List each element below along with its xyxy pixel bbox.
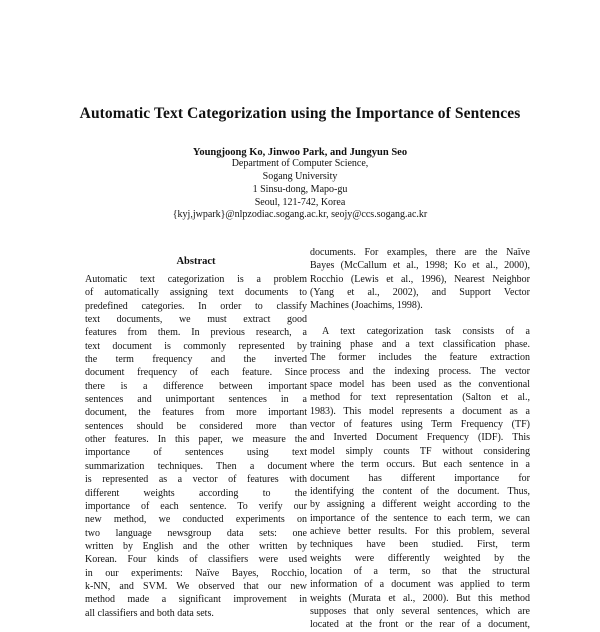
abstract-line: features from them. In previous research, a [85,327,307,339]
abstract-line: all classifiers and both data sets. [85,607,214,619]
intro-line: process and the indexing process. The vector [310,365,530,377]
abstract-line: other features. In this paper, we measure the [85,434,307,446]
abstract-line: sentences and unimportant sentences in a [85,394,307,406]
abstract-line: method made a significant improvement in [85,594,307,606]
intro-line: by assigning a different weight according to the [310,499,530,511]
abstract-line: is represented as a vector of features with [85,474,307,486]
intro-line: information of a document was applied to term [310,579,530,591]
abstract-line: summarization techniques. Then a document [85,460,307,472]
intro-line: documents. For examples, there are the Naïve [310,247,530,258]
intro-line: The former includes the feature extraction [310,352,530,364]
intro-line: where the term occurs. But each sentence in a [310,459,530,471]
abstract-line: of automatically assigning text documents to [85,287,307,299]
paragraph-gap [310,313,530,325]
intro-line: location of a term, so that the structural [310,565,530,577]
abstract-line: different weights according to the [85,487,307,499]
intro-line: located at the front or the rear of a document, [310,619,530,631]
intro-line: 1983). This model represents a document as a [310,405,530,417]
abstract-line: sentences should be considered more than [85,420,307,432]
abstract-line: text documents, we must extract good [85,314,307,326]
abstract-line: importance of each sentence. To verify our [85,500,307,512]
abstract-line: the term frequency and the inverted [85,354,307,366]
abstract-line: text document is commonly represented by [85,340,307,352]
abstract-line: there is a difference between important [85,380,307,392]
intro-line: Machines (Joachims, 1998). [310,300,423,312]
abstract-line: document frequency of each feature. Since [85,367,307,379]
abstract-line: Korean. Four kinds of classifiers were used [85,554,307,566]
abstract-line: in our experiments: Naïve Bayes, Rocchio, [85,567,307,579]
intro-line: Rocchio (Lewis et al., 1996), Nearest Neighbor [310,273,530,285]
abstract-line: k-NN, and SVM. We observed that our new [85,580,307,592]
abstract-line: document, the features from more important [85,407,307,419]
affiliation-line: Department of Computer Science, [231,158,369,169]
abstract-line: Automatic text categorization is a problem [85,274,307,285]
intro-line: space model has been used as the conventional [310,379,530,391]
introduction-body [310,246,530,632]
paper-title: Automatic Text Categorization using the Importance of Sentences [79,105,521,122]
intro-line: document has different importance for [310,472,530,484]
intro-line: (Yang et al., 2002), and Support Vector [310,287,530,299]
intro-line: vector of features using Term Frequency (TF) [310,419,530,431]
abstract-heading: Abstract [176,256,216,267]
intro-line: supposes that only several sentences, which are [310,605,530,617]
intro-line: weights were differently weighted by the [310,552,530,564]
abstract-body [85,273,307,620]
author-emails: {kyj,jwpark}@nlpzodiac.sogang.ac.kr, seojy@ccs.sogang.ac.kr [172,209,428,220]
intro-line: model simply counts TF without considering [310,445,530,457]
intro-line: and Inverted Document Frequency (IDF). This [310,432,530,444]
abstract-line: importance of sentences using text [85,447,307,459]
affiliation-line: Seoul, 121-742, Korea [254,197,346,208]
intro-line: achieve better results. For this problem, several [310,525,530,537]
intro-line: importance of the sentence to each term, we can [310,512,530,524]
intro-line: identifying the content of the document. Thus, [310,485,530,497]
intro-line: A text categorization task consists of a [322,325,530,337]
abstract-line: written by English and the other written by [85,540,307,552]
paper-authors: Youngjoong Ko, Jinwoo Park, and Jungyun Seo [192,147,408,158]
abstract-line: new method, we conducted experiments on [85,514,307,526]
affiliation-line: Sogang University [262,171,338,182]
intro-line: training phase and a text classification phase. [310,339,530,351]
intro-line: Bayes (McCallum et al., 1998; Ko et al., 2000), [310,260,530,272]
intro-line: weights (Murata et al., 2000). But this method [310,592,530,604]
affiliation-line: 1 Sinsu-dong, Mapo-gu [252,184,348,195]
abstract-line: predefined categories. In order to classify [85,300,307,312]
intro-line: method for text representation (Salton et al., [310,392,530,404]
affiliation [0,157,600,209]
intro-line: techniques have been studied. First, term [310,539,530,551]
abstract-line: two language newsgroup data sets: one [85,527,307,539]
